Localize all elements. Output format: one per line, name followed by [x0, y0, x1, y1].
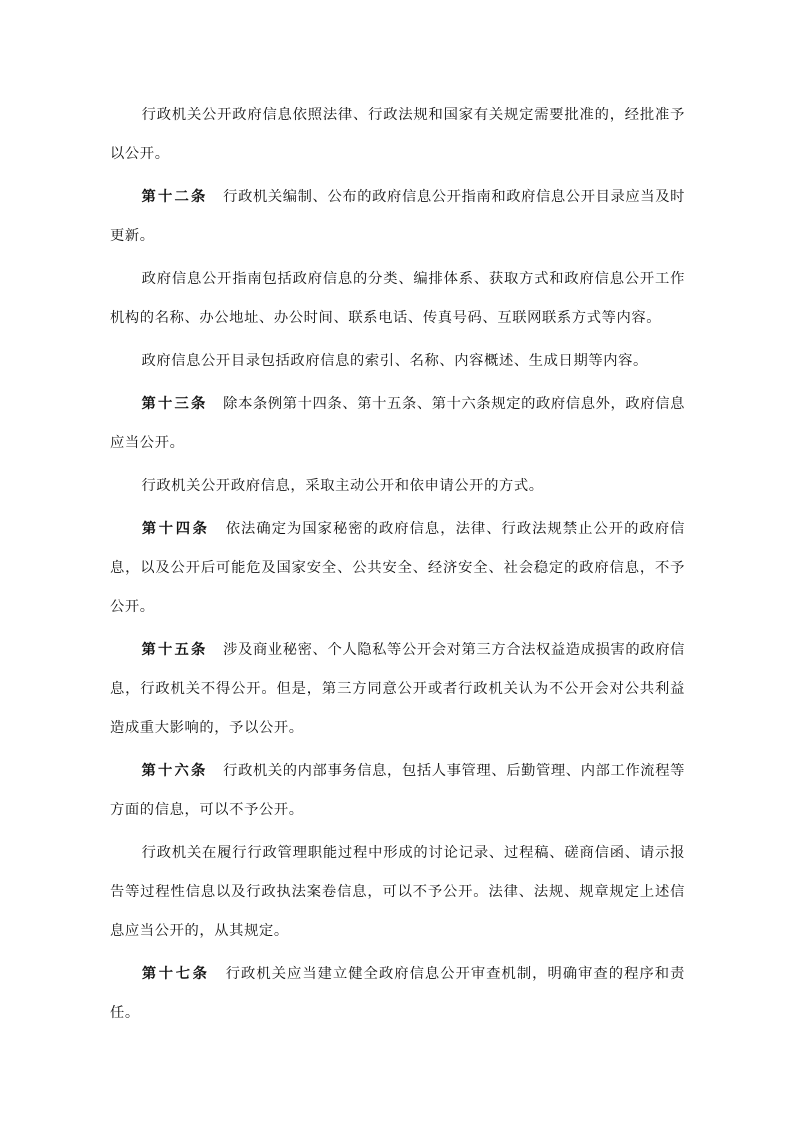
paragraph-text: 行政机关公开政府信息依照法律、行政法规和国家有关规定需要批准的，经批准予以公开。 — [110, 107, 685, 162]
paragraph — [110, 752, 685, 830]
paragraph-text: 行政机关公开政府信息，采取主动公开和依申请公开的方式。 — [141, 478, 544, 494]
paragraph — [110, 510, 685, 627]
paragraph-text: 依法确定为国家秘密的政府信息，法律、行政法规禁止公开的政府信息，以及公开后可能危及国家安全、公共安全、经济安全、社会稳定的政府信息，不予公开。 — [110, 521, 685, 615]
paragraph — [110, 178, 685, 256]
article-label: 第十七条 — [141, 966, 210, 982]
paragraph-text: 行政机关的内部事务信息，包括人事管理、后勤管理、内部工作流程等方面的信息，可以不予公开。 — [110, 763, 685, 818]
paragraph — [110, 467, 685, 506]
paragraph-text: 除本条例第十四条、第十五条、第十六条规定的政府信息外，政府信息应当公开。 — [110, 396, 685, 451]
paragraph — [110, 955, 685, 1033]
paragraph — [110, 342, 685, 381]
paragraph-text: 涉及商业秘密、个人隐私等公开会对第三方合法权益造成损害的政府信息，行政机关不得公开。但是，第三方同意公开或者行政机关认为不公开会对公共利益造成重大影响的，予以公开。 — [110, 642, 685, 736]
article-label: 第十六条 — [141, 763, 208, 779]
paragraph — [110, 385, 685, 463]
paragraph — [110, 96, 685, 174]
article-label: 第十五条 — [141, 642, 208, 658]
paragraph-text: 政府信息公开指南包括政府信息的分类、编排体系、获取方式和政府信息公开工作机构的名称、办公地址、办公时间、联系电话、传真号码、互联网联系方式等内容。 — [110, 271, 685, 326]
article-label: 第十四条 — [141, 521, 210, 537]
paragraph — [110, 260, 685, 338]
paragraph — [110, 834, 685, 951]
article-label: 第十二条 — [141, 189, 208, 205]
document-body — [110, 96, 685, 1037]
paragraph-text: 行政机关应当建立健全政府信息公开审查机制，明确审查的程序和责任。 — [110, 966, 685, 1021]
paragraph-text: 政府信息公开目录包括政府信息的索引、名称、内容概述、生成日期等内容。 — [141, 353, 648, 369]
paragraph — [110, 631, 685, 748]
paragraph-text: 行政机关编制、公布的政府信息公开指南和政府信息公开目录应当及时更新。 — [110, 189, 685, 244]
paragraph-text: 行政机关在履行行政管理职能过程中形成的讨论记录、过程稿、磋商信函、请示报告等过程性信息以及行政执法案卷信息，可以不予公开。法律、法规、规章规定上述信息应当公开的，从其规定。 — [110, 845, 685, 939]
article-label: 第十三条 — [141, 396, 208, 412]
